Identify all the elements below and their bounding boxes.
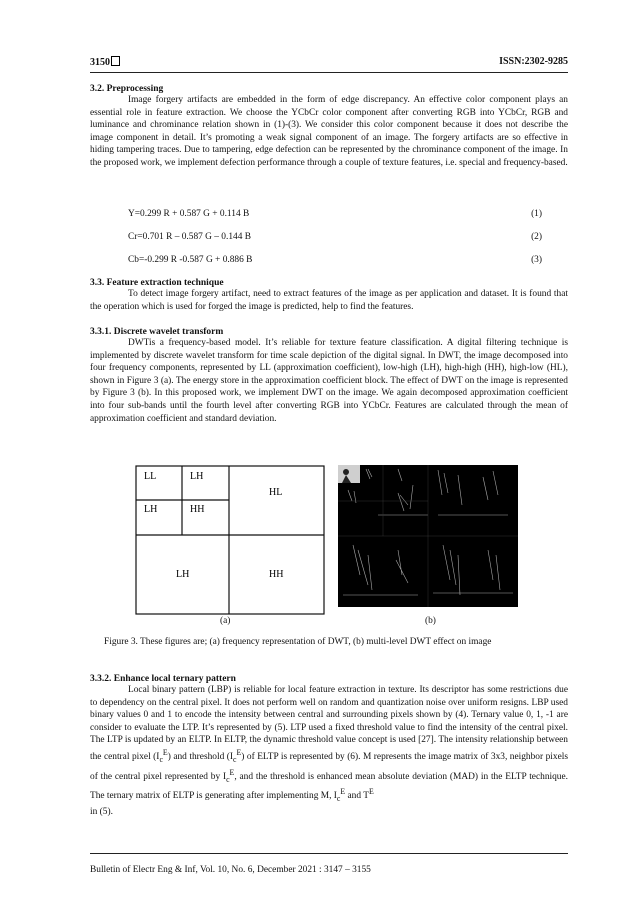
superscript: E <box>368 787 374 797</box>
page-number: 3150 <box>90 56 120 68</box>
text-run: in (5). <box>90 806 113 817</box>
text-run: Local binary pattern (LBP) is reliable for local feature extraction in texture. Its descriptor has some restrictions due to dependency on the central pixel. It does not perform well on random and quantization noise over uniform resigns. LBP used binary values 0 and 1 to encode the intensity between central and surrounding pixels shown by (4). Ternary value 0, 1, -1 are consider to evaluate the LTP. It’s represented by (5). LTP used a fixed threshold value to find the intensity of the central pixel. The LTP is updated by an ELTP. In ELTP, the dynamic threshold value concept is used [27]. The intensity relationship between the central pixel (I <box>90 685 568 763</box>
equation-1 <box>128 209 568 221</box>
equation-text: Cr=0.701 R – 0.587 G – 0.144 B <box>128 232 252 242</box>
band-label-lh: LH <box>176 569 190 580</box>
superscript: E <box>162 747 168 757</box>
section-paragraph: Image forgery artifacts are embedded in the form of edge discrepancy. An effective color component plays an essential role in feature extraction. We choose the YCbCr color component after converting RGB into YCbCr, RGB and luminance and chrominance relation shown in (1)-(3). We consider this color component because it does not describe the image component in detail. It’s promoting a weak signal component of an image. The forgery artifacts are so effective in hiding tampering traces. Due to tampering, edge defection can be represented by the chrominance component of the image. In the proposed work, we implement defection performance through a couple of texture features, i.e. special and frequency-based. <box>90 95 568 168</box>
section-3-3-2 <box>90 674 568 818</box>
issn: ISSN:2302-9285 <box>499 56 568 67</box>
section-paragraph <box>90 684 568 818</box>
outer-frame <box>136 466 324 614</box>
figure-caption: Figure 3. These figures are; (a) frequency representation of DWT, (b) multi-level DWT effect on image <box>104 637 492 647</box>
band-label-hh: HH <box>269 569 284 580</box>
band-label-hh: HH <box>190 504 205 515</box>
section-title: 3.2. Preprocessing <box>90 84 164 94</box>
superscript: E <box>229 767 235 777</box>
equation-number: (1) <box>531 209 542 219</box>
box-glyph <box>111 56 120 66</box>
band-label-ll: LL <box>144 471 157 482</box>
page-header <box>90 56 568 70</box>
section-title: 3.3.2. Enhance local ternary pattern <box>90 674 236 684</box>
band-label-hl: HL <box>269 487 283 498</box>
equation-number: (2) <box>531 232 542 242</box>
subfigure-label-a: (a) <box>220 616 231 626</box>
text-run: ) and threshold (I <box>167 752 233 763</box>
subscript: c <box>159 754 163 764</box>
page-footer: Bulletin of Electr Eng & Inf, Vol. 10, No. 6, December 2021 : 3147 – 3155 <box>90 865 371 875</box>
dwt-frequency-diagram <box>135 465 325 615</box>
subscript: c <box>336 794 341 804</box>
section-paragraph: To detect image forgery artifact, need to extract features of the image as per application and dataset. It is found that the operation which is used for forged the image is predicted, help to find the features. <box>90 289 568 312</box>
superscript: E <box>236 747 242 757</box>
equation-3 <box>128 255 568 267</box>
superscript: E <box>340 787 346 797</box>
subfigure-label-b: (b) <box>425 616 436 626</box>
section-title: 3.3. Feature extraction technique <box>90 278 224 288</box>
equation-text: Cb=-0.299 R -0.587 G + 0.886 B <box>128 255 253 265</box>
section-3-3 <box>90 278 568 313</box>
equation-text: Y=0.299 R + 0.587 G + 0.114 B <box>128 209 250 219</box>
section-title: 3.3.1. Discrete wavelet transform <box>90 327 224 337</box>
band-label-lh: LH <box>144 504 158 515</box>
subscript: c <box>233 754 237 764</box>
footer-rule <box>90 853 568 854</box>
text-run: , and the threshold is enhanced mean absolute deviation (MAD) in the ELTP technique. The ternary matrix of ELTP is generating after implementing M, I <box>90 771 568 802</box>
cameraman-silhouette <box>343 469 349 475</box>
equation-2 <box>128 232 568 244</box>
header-rule <box>90 72 568 73</box>
subscript: c <box>226 774 230 784</box>
band-label-lh: LH <box>190 471 204 482</box>
section-paragraph: DWTis a frequency-based model. It’s reliable for texture feature classification. A digital filtering technique is implemented by discrete wavelet transform for time scale depiction of the digital signal. In DWT, the image decomposed into four frequency components, represented by LL (approximation coefficient), low-high (LH), high-high (HH), high-low (HL), shown in Figure 3 (a). The energy store in the approximation coefficient block. The effect of DWT on the image is represented by Figure 3 (b). In this proposed work, we implement DWT on the image. We again decomposed approximation coefficient into four sub-bands until the fourth level after converting RGB into YCbCr. Features are calculated through the mean of approximation coefficient and standard deviation. <box>90 338 568 424</box>
section-3-3-1 <box>90 327 568 425</box>
equation-number: (3) <box>531 255 542 265</box>
text-run: ) of ELTP is represented by (6). M represents the image matrix of 3x3, neighbor pixels of the central pixel represented by I <box>90 752 569 782</box>
section-3-2 <box>90 84 568 170</box>
text-run: and T <box>345 791 369 802</box>
multi-level-dwt-image <box>338 465 518 607</box>
